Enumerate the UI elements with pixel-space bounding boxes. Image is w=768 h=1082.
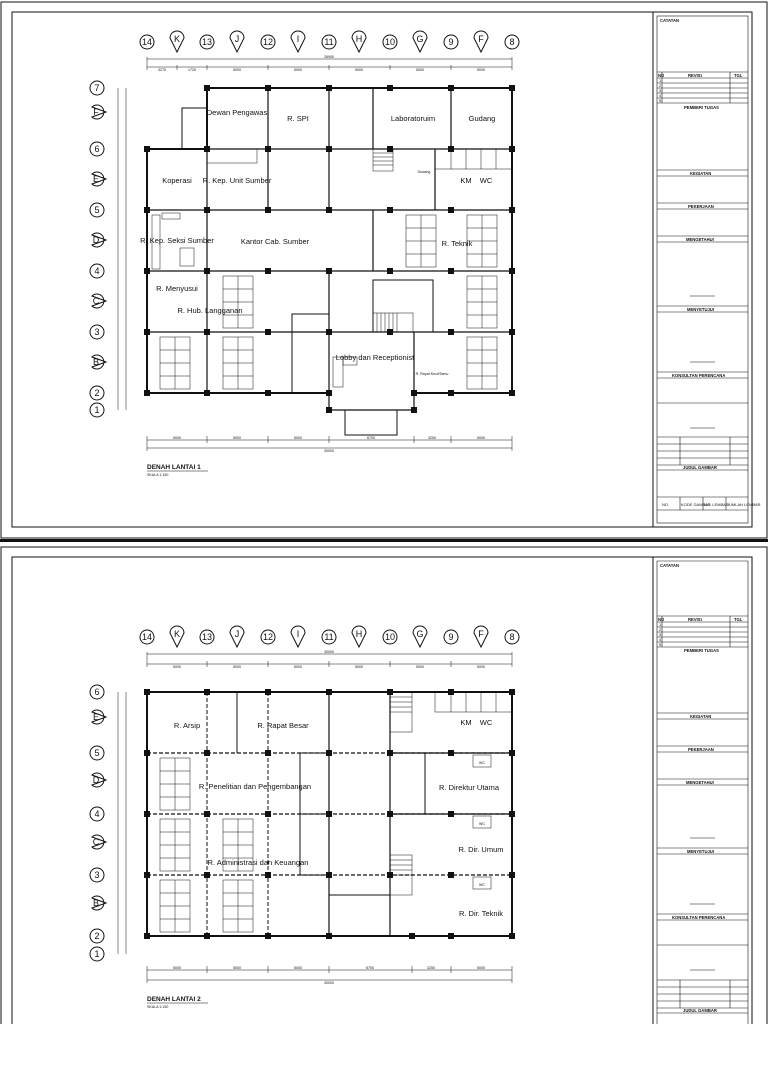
axis-label: 1 [94, 949, 100, 959]
axis-label: B [92, 357, 100, 367]
dim-bottom: 6700 [366, 966, 374, 970]
tb-catatan: CATATAN [660, 18, 679, 23]
room-arsip: R. Arsip [173, 721, 201, 730]
dim-bottom: 3250 [427, 966, 435, 970]
dim-total-bottom: 30000 [324, 981, 334, 985]
dim-bottom: 5000 [294, 436, 302, 440]
tb-pekerjaan: PEKERJAAN [688, 747, 714, 752]
axis-label: 13 [201, 632, 213, 642]
tb-menyetujui: MENYETUJUI [687, 307, 714, 312]
axis-label: 9 [448, 632, 454, 642]
dim-top: 5000 [355, 665, 363, 669]
tb-revisi: REVISI [688, 617, 702, 622]
room-direktur-utama: R. Direktur Utama [438, 783, 500, 792]
axis-label: 13 [201, 37, 213, 47]
axis-label: I [296, 629, 300, 639]
room-wc-small: WC [479, 883, 485, 887]
dim-top: 5000 [416, 665, 424, 669]
dim-top: 3275 [158, 68, 166, 72]
room-kantor-cab-sumber: Kantor Cab. Sumber [240, 237, 310, 246]
tb-pemberi-tugas: PEMBERI TUGAS [684, 105, 719, 110]
room-rapat-kecil: R. Rapat Kecil/Tamu [415, 372, 449, 376]
room-menyusui: R. Menyusui [156, 284, 198, 293]
axis-label: 2 [94, 388, 100, 398]
axis-label: G [416, 629, 424, 639]
dim-bottom: 5000 [477, 966, 485, 970]
tb-footer-lembar: NO. LEMBAR [704, 502, 729, 507]
sheet-lantai-2 [0, 542, 768, 1082]
drawing-scale: SKALA 1:150 [147, 473, 169, 477]
floor-plan-1 [147, 88, 512, 435]
axis-label: E [92, 174, 100, 184]
dim-bottom: 5000 [294, 966, 302, 970]
dim-top: 5000 [477, 665, 485, 669]
room-dir-umum: R. Dir. Umum [458, 845, 504, 854]
axis-label: E [92, 712, 100, 722]
axis-label: 10 [384, 632, 396, 642]
axis-label: I [296, 34, 300, 44]
room-adm-keuangan: R. Administrasi dan Keuangan [207, 858, 309, 867]
room-km: KM [460, 176, 472, 185]
dim-bottom: 5000 [173, 966, 181, 970]
axis-label: J [234, 629, 240, 639]
tb-rev-row: 3 [659, 88, 662, 93]
room-litbang: R. Penelitian dan Pengembangan [198, 782, 312, 791]
dim-top: 5000 [477, 68, 485, 72]
room-koperasi: Koperasi [162, 176, 192, 185]
axis-label: 14 [141, 37, 153, 47]
room-laboratorium: Laboratoruim [390, 114, 436, 123]
tb-pekerjaan: PEKERJAAN [688, 204, 714, 209]
axis-label: 4 [94, 809, 100, 819]
axis-label: 12 [262, 632, 274, 642]
tb-rev-row: 3 [659, 632, 662, 637]
dim-bottom: 5000 [477, 436, 485, 440]
room-wc: WC [479, 718, 493, 727]
room-gudang: Gudang [468, 114, 496, 123]
room-kep-unit-sumber: R. Kep. Unit Sumber [202, 176, 272, 185]
tb-footer-kode: KODE GAMBAR [681, 502, 711, 507]
room-spi: R. SPI [287, 114, 309, 123]
dim-bottom: 3250 [428, 436, 436, 440]
axis-label: 3 [94, 327, 100, 337]
dim-bottom: 5000 [233, 436, 241, 440]
tb-footer-jumlah: JUMLAH LEMBAR [727, 502, 761, 507]
axis-top-1 [140, 31, 519, 52]
tb-rev-row: 5 [659, 98, 662, 103]
dim-top: 5000 [294, 665, 302, 669]
axis-label: 3 [94, 870, 100, 880]
room-lobby: Lobby dan Receptionist [335, 353, 415, 362]
drawing-title: DENAH LANTAI 2 [147, 996, 201, 1003]
dim-total-top: 30000 [324, 650, 334, 654]
axis-label: B [92, 898, 100, 908]
dim-top: 5000 [233, 68, 241, 72]
axis-label: H [355, 34, 363, 44]
tb-footer-no: NO. [662, 502, 670, 507]
axis-label: K [173, 629, 181, 639]
room-hub-langganan: R. Hub. Langganan [177, 306, 243, 315]
axis-label: J [234, 34, 240, 44]
tb-kegiatan: KEGIATAN [690, 171, 712, 176]
room-kep-seksi-sumber: R. Kep. Seksi Sumber [140, 236, 214, 245]
tb-konsultan: KONSULTAN PERENCANA [672, 373, 726, 378]
dim-bottom: 5000 [233, 966, 241, 970]
tb-revisi-no: NO [658, 617, 665, 622]
dim-top: 5000 [416, 68, 424, 72]
room-dewan-pengawas: Dewan Pengawas [206, 108, 268, 117]
axis-label: 5 [94, 205, 100, 215]
axis-label: 6 [94, 144, 100, 154]
tb-mengetahui: MENGETAHUI [686, 237, 714, 242]
tb-revisi-no: NO [658, 73, 665, 78]
axis-label: 2 [94, 931, 100, 941]
tb-revisi-tgl: TGL [734, 617, 743, 622]
dim-top: 5000 [173, 665, 181, 669]
axis-label: 8 [509, 37, 515, 47]
tb-pemberi-tugas: PEMBERI TUGAS [684, 648, 719, 653]
room-gudang-small: Gudang [417, 170, 431, 174]
tb-rev-row: 2 [659, 83, 662, 88]
axis-label: 4 [94, 266, 100, 276]
dim-top: 1725 [188, 68, 196, 72]
axis-label: 10 [384, 37, 396, 47]
axis-top-2 [140, 626, 519, 647]
axis-label: 11 [324, 37, 334, 47]
axis-label: 1 [94, 405, 100, 415]
axis-left-1 [90, 81, 106, 417]
tb-rev-row: 1 [659, 78, 662, 83]
room-rapat-besar: R. Rapat Besar [257, 721, 309, 730]
tb-rev-row: 1 [659, 622, 662, 627]
axis-label: F [478, 629, 484, 639]
tb-judul-gambar: JUDUL GAMBAR [683, 465, 717, 470]
tb-rev-row: 4 [659, 93, 662, 98]
room-labels-2 [174, 718, 504, 918]
axis-label: 5 [94, 748, 100, 758]
axis-label: D [92, 235, 100, 245]
room-wc: WC [479, 176, 493, 185]
dim-top: 5000 [233, 665, 241, 669]
tb-mengetahui: MENGETAHUI [686, 780, 714, 785]
room-km: KM [460, 718, 472, 727]
axis-label: 14 [141, 632, 153, 642]
axis-label: F [478, 34, 484, 44]
tb-catatan: CATATAN [660, 563, 679, 568]
axis-label: 8 [509, 632, 515, 642]
dim-top: 5000 [355, 68, 363, 72]
axis-label: K [173, 34, 181, 44]
dim-bottom: 6700 [367, 436, 375, 440]
dim-top: 5000 [294, 68, 302, 72]
tb-rev-row: 5 [659, 642, 662, 647]
tb-kegiatan: KEGIATAN [690, 714, 712, 719]
dim-total-top: 26900 [324, 55, 334, 59]
tb-revisi: REVISI [688, 73, 702, 78]
axis-label: F [93, 107, 99, 117]
axis-label: G [416, 34, 424, 44]
axis-label: C [92, 296, 100, 306]
axis-label: 7 [94, 83, 100, 93]
tb-revisi-tgl: TGL [734, 73, 743, 78]
drawing-scale: SKALA 1:150 [147, 1005, 169, 1009]
room-dir-teknik: R. Dir. Teknik [458, 909, 504, 918]
title-block [657, 16, 748, 523]
room-wc-small: WC [479, 822, 485, 826]
axis-label: D [92, 775, 100, 785]
axis-label: 12 [262, 37, 274, 47]
tb-menyetujui: MENYETUJUI [687, 849, 714, 854]
tb-rev-row: 4 [659, 637, 662, 642]
axis-label: 6 [94, 687, 100, 697]
axis-label: C [92, 837, 100, 847]
drawing-title: DENAH LANTAI 1 [147, 464, 201, 471]
sheet-border [1, 2, 767, 538]
sheet-lantai-1 [0, 0, 768, 540]
tb-konsultan: KONSULTAN PERENCANA [672, 915, 726, 920]
sheet-border [1, 547, 767, 1024]
axis-label: 9 [448, 37, 454, 47]
tb-rev-row: 2 [659, 627, 662, 632]
title-block [657, 561, 748, 1024]
dim-bottom: 5000 [173, 436, 181, 440]
tb-judul-gambar: JUDUL GAMBAR [683, 1008, 717, 1013]
axis-label: H [355, 629, 363, 639]
room-teknik: R. Teknik [441, 239, 473, 248]
axis-label: 11 [324, 632, 334, 642]
room-wc-small: WC [479, 761, 485, 765]
axis-left-2 [90, 685, 106, 961]
dim-total-bottom: 30000 [324, 449, 334, 453]
